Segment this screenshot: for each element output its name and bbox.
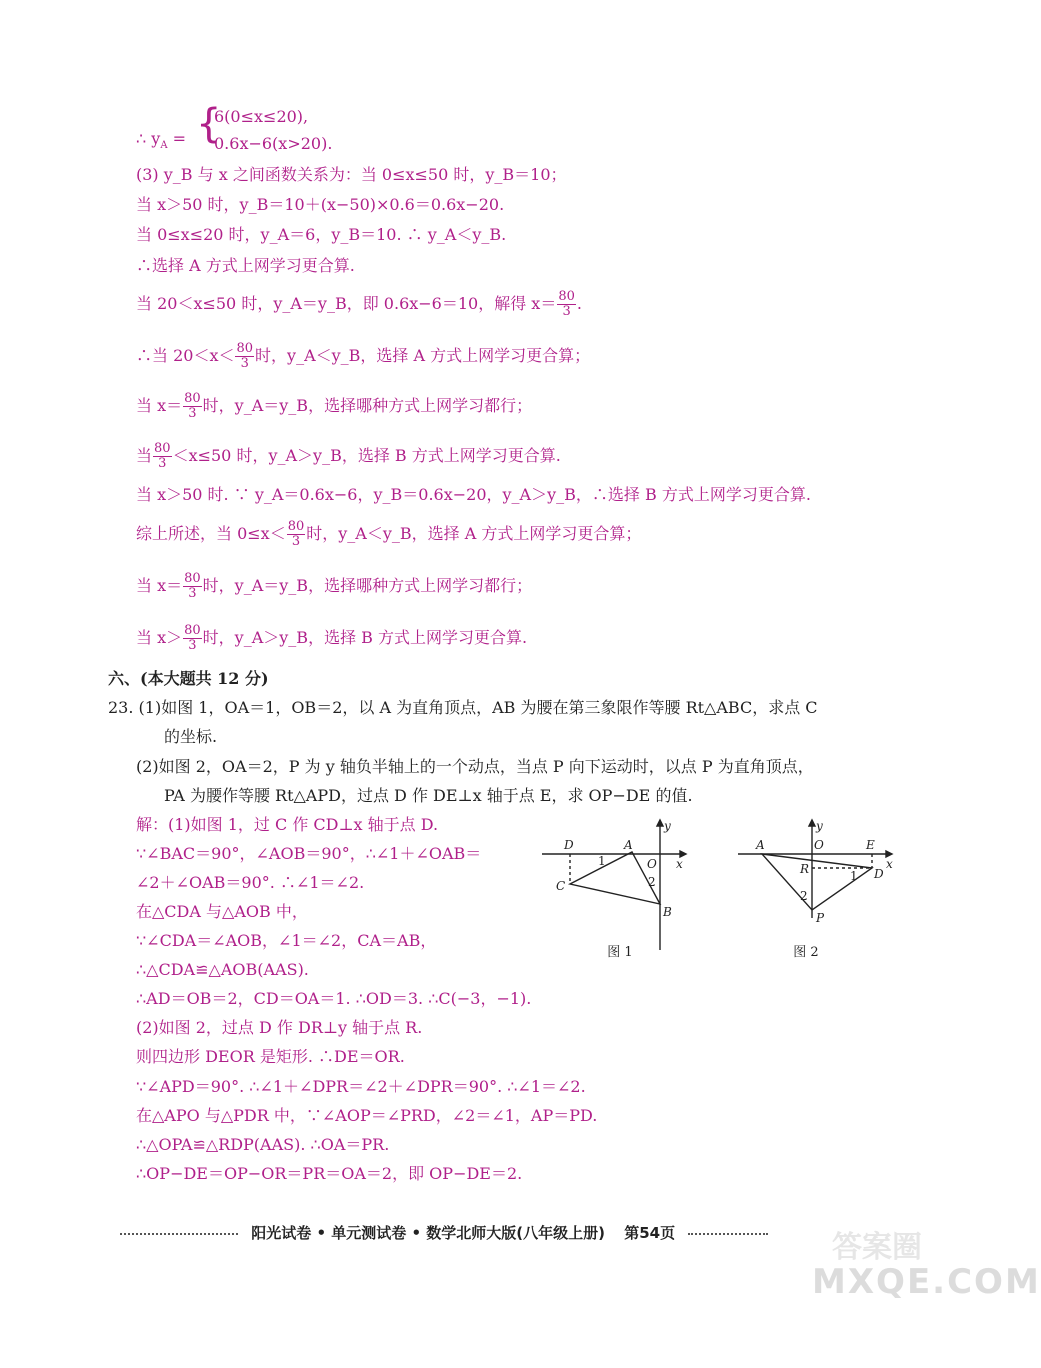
- answer-line: 解：(1)如图 1，过 C 作 CD⊥x 轴于点 D.: [136, 815, 439, 834]
- fig2-caption: 图 2: [793, 945, 819, 960]
- fig1-label-b: B: [663, 905, 672, 919]
- answer-line: ∠2＋∠OAB＝90°. ∴∠1＝∠2.: [136, 873, 365, 892]
- figure-2: [736, 818, 906, 958]
- footer-dots-left: [120, 1233, 238, 1235]
- solution-line: 当 x＝ $\frac{80}{3}$ 时，y_A＝y_B，选择哪种方式上网学习都行；: [136, 571, 533, 601]
- fig2-label-p: P: [816, 911, 825, 925]
- piecewise-case-1: 6(0≤x≤20),: [214, 107, 309, 126]
- fig2-label-x: x: [886, 857, 893, 871]
- answer-line: ∵∠BAC＝90°，∠AOB＝90°，∴∠1＋∠OAB＝: [136, 844, 482, 863]
- solution-line: 当 0≤x≤20 时，y_A＝6，y_B＝10. ∴ y_A＜y_B.: [136, 225, 507, 244]
- fig1-label-d: D: [564, 838, 574, 852]
- fig1-label-a: A: [624, 838, 633, 852]
- answer-line: ∵∠CDA＝∠AOB，∠1＝∠2，CA＝AB，: [136, 931, 437, 950]
- y-axis-arrow: [657, 820, 663, 826]
- fig1-angle-2: 2: [648, 875, 656, 889]
- fig1-label-x: x: [676, 857, 683, 871]
- solution-line: 当 $\frac{80}{3}$ ＜x≤50 时，y_A＞y_B，选择 B 方式上网学习更合算.: [136, 441, 561, 471]
- solution-line: (3) y_B 与 x 之间函数关系为：当 0≤x≤50 时，y_B＝10；: [136, 165, 567, 184]
- answer-line: ∴AD＝OB＝2，CD＝OA＝1. ∴OD＝3. ∴C(−3，−1).: [136, 989, 532, 1008]
- answer-line: (2)如图 2，过点 D 作 DR⊥y 轴于点 R.: [136, 1018, 423, 1037]
- answer-line: ∴△CDA≌△AOB(AAS).: [136, 960, 309, 979]
- fig1-label-o: O: [647, 857, 657, 871]
- watermark-bottom: MXQE.COM: [812, 1262, 1041, 1302]
- piecewise-brace: {: [196, 101, 222, 147]
- figure-1: [540, 818, 700, 958]
- footer-page-number: 第54页: [624, 1224, 676, 1242]
- solution-line: ∴选择 A 方式上网学习更合算.: [136, 256, 355, 275]
- fig2-label-r: R: [800, 862, 810, 876]
- fig1-label-c: C: [556, 879, 566, 893]
- solution-line: 当 x＞50 时. ∵ y_A＝0.6x−6，y_B＝0.6x−20，y_A＞y_B，∴选择 B 方式上网学习更合算.: [136, 485, 811, 504]
- y-axis-arrow: [809, 820, 815, 826]
- solution-line: 当 x＝ $\frac{80}{3}$ 时，y_A＝y_B，选择哪种方式上网学习都行；: [136, 391, 533, 421]
- footer-title: 阳光试卷 • 单元测试卷 • 数学北师大版(八年级上册): [251, 1224, 606, 1242]
- fig1-caption: 图 1: [607, 945, 633, 960]
- page-footer: [112, 1222, 882, 1243]
- answer-line: 在△CDA 与△AOB 中，: [136, 902, 308, 921]
- watermark-top: 答案圈: [832, 1230, 922, 1265]
- answer-line: ∴△OPA≌△RDP(AAS). ∴OA＝PR.: [136, 1135, 390, 1154]
- answer-line: 则四边形 DEOR 是矩形. ∴DE＝OR.: [136, 1047, 405, 1066]
- question-line: 23. (1)如图 1，OA＝1，OB＝2，以 A 为直角顶点，AB 为腰在第三象限作等腰 Rt△ABC，求点 C: [108, 698, 818, 717]
- fig2-label-y: y: [816, 819, 823, 833]
- answer-line: ∵∠APD＝90°. ∴∠1＋∠DPR＝∠2＋∠DPR＝90°. ∴∠1＝∠2.: [136, 1077, 586, 1096]
- fig2-label-o: O: [814, 838, 824, 852]
- question-line: 的坐标.: [164, 727, 218, 746]
- question-line: PA 为腰作等腰 Rt△APD，过点 D 作 DE⊥x 轴于点 E，求 OP−DE 的值.: [164, 786, 693, 805]
- footer-dots-right: [688, 1233, 768, 1235]
- solution-line: 当 x＞50 时，y_B＝10＋(x−50)×0.6＝0.6x−20.: [136, 195, 505, 214]
- piecewise-case-2: 0.6x−6(x>20).: [214, 134, 333, 153]
- fig1-angle-1: 1: [598, 854, 606, 868]
- question-line: (2)如图 2，OA＝2，P 为 y 轴负半轴上的一个动点，当点 P 向下运动时，以点 P 为直角顶点，: [136, 757, 814, 776]
- solution-line: 综上所述，当 0≤x＜ $\frac{80}{3}$ 时，y_A＜y_B，选择 A 方式上网学习更合算；: [136, 519, 642, 549]
- solution-line: ∴当 20＜x＜ $\frac{80}{3}$ 时，y_A＜y_B，选择 A 方式上网学习更合算；: [136, 341, 591, 371]
- fig2-label-a: A: [756, 838, 765, 852]
- solution-line: 当 x＞ $\frac{80}{3}$ 时，y_A＞y_B，选择 B 方式上网学习更合算.: [136, 623, 528, 653]
- solution-line: 当 20＜x≤50 时，y_A＝y_B，即 0.6x−6＝10，解得 x＝ $\frac{80}{3}$ .: [136, 289, 582, 319]
- fig1-label-y: y: [664, 819, 671, 833]
- fig2-angle-2: 2: [800, 889, 808, 903]
- section-heading: 六、(本大题共 12 分): [108, 669, 269, 688]
- answer-line: ∴OP−DE＝OP−OR＝PR＝OA＝2，即 OP−DE＝2.: [136, 1164, 523, 1183]
- ya-label: ∴ $y_A$ =: [136, 129, 187, 152]
- fig2-label-d: D: [874, 867, 884, 881]
- answer-line: 在△APO 与△PDR 中，∵∠AOP＝∠PRD，∠2＝∠1，AP＝PD.: [136, 1106, 598, 1125]
- fig2-angle-1: 1: [850, 869, 858, 883]
- fig2-label-e: E: [866, 838, 875, 852]
